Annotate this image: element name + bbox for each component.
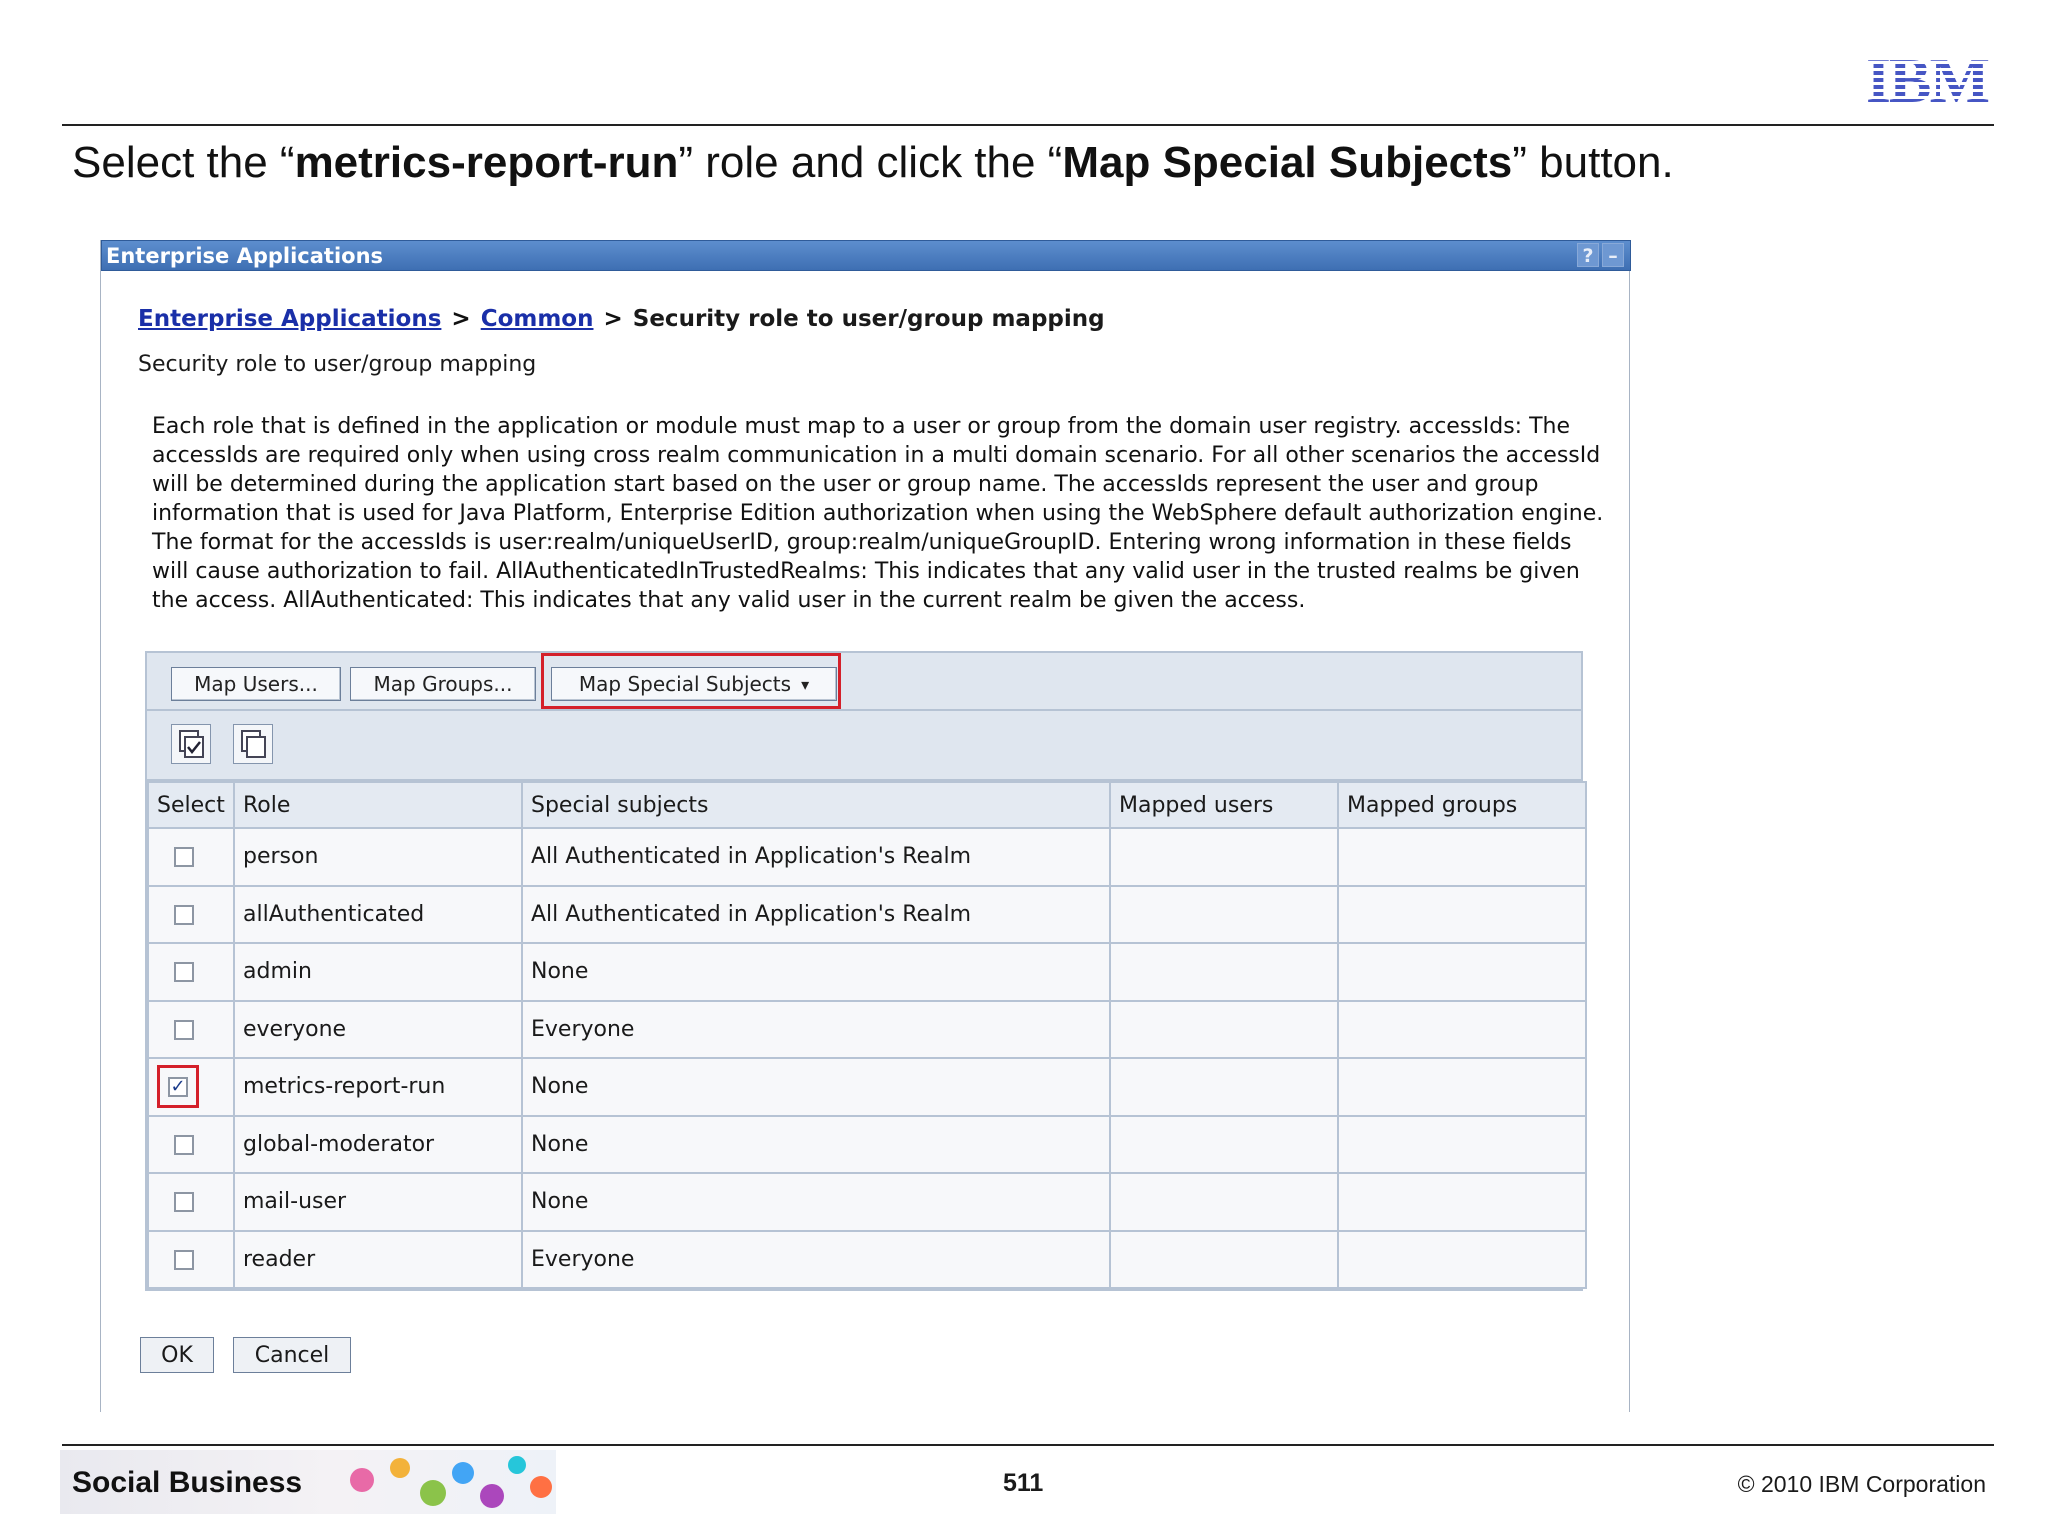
checkbox-wrap (169, 954, 199, 989)
special-subjects-cell: Everyone (522, 1001, 1110, 1059)
banner-figure (530, 1476, 552, 1498)
mapped-groups-cell (1338, 886, 1586, 944)
banner-figure (480, 1484, 504, 1508)
table-row (148, 943, 1586, 1001)
row-select-checkbox[interactable] (174, 1192, 194, 1212)
banner-figure (452, 1462, 474, 1484)
row-select-checkbox[interactable] (174, 905, 194, 925)
checkbox-wrap (169, 1184, 199, 1219)
checkbox-wrap (169, 1127, 199, 1162)
page-description: Each role that is defined in the application or module must map to a user or group from the domain user registry. accessIds: The accessIds are required only when using cross realm communication in a multi domain scenario. For all other scenarios the accessId will be determined during the application start based on the user or group name. The accessIds represent the user and group information that is used for Java Platform, Enterprise Edition authorization when using the WebSphere default authorization engine. The format for the accessIds is user:realm/uniqueUserID, group:realm/uniqueGroupID. Entering wrong information in these fields will cause authorization to fail. AllAuthenticatedInTrustedRealms: This indicates that any valid user in the trusted realms be given the access. AllAuthenticated: This indicates that any valid user in the current realm be given the access. (152, 414, 1604, 613)
mapped-groups-cell (1338, 943, 1586, 1001)
mapped-users-cell (1110, 1058, 1338, 1116)
row-select-checkbox[interactable] (174, 847, 194, 867)
table-row (148, 1173, 1586, 1231)
select-cell (148, 943, 234, 1001)
special-subjects-cell: Everyone (522, 1231, 1110, 1289)
role-cell: global-moderator (234, 1116, 522, 1174)
mapped-users-cell (1110, 1116, 1338, 1174)
table-body (148, 828, 1586, 1288)
table-row (148, 1116, 1586, 1174)
mapped-users-cell (1110, 1001, 1338, 1059)
mapped-groups-cell (1338, 1058, 1586, 1116)
mapped-users-cell (1110, 1231, 1338, 1289)
window-titlebar (101, 240, 1631, 271)
footer-brand: Social Business (72, 1466, 303, 1499)
table-row (148, 828, 1586, 886)
role-mapping-table (147, 781, 1587, 1289)
role-cell: mail-user (234, 1173, 522, 1231)
table-row (148, 1001, 1586, 1059)
minimize-icon[interactable]: – (1602, 243, 1624, 267)
header-rule (62, 124, 1994, 126)
map-groups-button[interactable]: Map Groups... (350, 667, 536, 701)
col-header-special-subjects[interactable]: Special subjects (522, 782, 1110, 828)
role-cell: reader (234, 1231, 522, 1289)
ibm-logo (1860, 50, 1994, 106)
mapped-groups-cell (1338, 828, 1586, 886)
dropdown-caret-icon: ▾ (801, 674, 810, 694)
banner-figure (508, 1456, 526, 1474)
special-subjects-cell: None (522, 1173, 1110, 1231)
select-cell (148, 1116, 234, 1174)
instruction-role: metrics-report-run (294, 138, 679, 187)
checkbox-wrap (169, 1242, 199, 1277)
window-title: Enterprise Applications (106, 244, 384, 268)
deselect-all-icon[interactable] (233, 724, 273, 764)
col-header-mapped-groups[interactable]: Mapped groups (1338, 782, 1586, 828)
special-subjects-cell: None (522, 1116, 1110, 1174)
role-cell: person (234, 828, 522, 886)
banner-figure (350, 1468, 374, 1492)
mapped-groups-cell (1338, 1173, 1586, 1231)
special-subjects-cell: None (522, 1058, 1110, 1116)
copyright: © 2010 IBM Corporation (1737, 1471, 1986, 1497)
col-header-mapped-users[interactable]: Mapped users (1110, 782, 1338, 828)
role-cell: admin (234, 943, 522, 1001)
select-cell (148, 828, 234, 886)
role-cell: metrics-report-run (234, 1058, 522, 1116)
page-number: 511 (1003, 1469, 1044, 1497)
breadcrumb-link-enterprise-applications[interactable]: Enterprise Applications (138, 306, 442, 332)
mapped-users-cell (1110, 828, 1338, 886)
page-title: Security role to user/group mapping (138, 352, 537, 377)
role-cell: everyone (234, 1001, 522, 1059)
map-special-subjects-label: Map Special Subjects (578, 672, 792, 696)
mapped-users-cell (1110, 943, 1338, 1001)
footer-rule (62, 1444, 1994, 1446)
row-select-checkbox[interactable] (174, 1135, 194, 1155)
select-all-icon[interactable] (171, 724, 211, 764)
col-header-select[interactable]: Select (148, 782, 234, 828)
console-window (100, 240, 1630, 1412)
breadcrumb: Enterprise Applications > Common > Security role to user/group mapping (138, 306, 1105, 332)
cancel-button[interactable]: Cancel (233, 1337, 351, 1373)
special-subjects-cell: All Authenticated in Application's Realm (522, 886, 1110, 944)
checkbox-wrap (169, 897, 199, 932)
select-cell (148, 1173, 234, 1231)
select-cell (148, 1058, 234, 1116)
mapped-groups-cell (1338, 1231, 1586, 1289)
mapped-users-cell (1110, 1173, 1338, 1231)
map-users-button[interactable]: Map Users... (171, 667, 341, 701)
social-business-banner (60, 1450, 556, 1514)
special-subjects-cell: None (522, 943, 1110, 1001)
svg-text:IBM: IBM (1866, 50, 1988, 106)
checkbox-wrap (169, 839, 199, 874)
row-select-checkbox[interactable] (174, 962, 194, 982)
role-cell: allAuthenticated (234, 886, 522, 944)
button-bar (147, 653, 1581, 711)
map-special-subjects-highlight (541, 653, 841, 709)
checkbox-wrap (169, 1012, 199, 1047)
table-header-row (148, 782, 1586, 828)
selected-checkbox-highlight (157, 1065, 199, 1108)
instruction-text: Select the “metrics-report-run” role and click the “Map Special Subjects” button. (72, 138, 1674, 187)
row-select-checkbox[interactable] (174, 1250, 194, 1270)
mapped-groups-cell (1338, 1001, 1586, 1059)
banner-figure (390, 1458, 410, 1478)
row-select-checkbox[interactable] (174, 1020, 194, 1040)
role-mapping-table-panel (145, 651, 1583, 1291)
select-cell (148, 1231, 234, 1289)
table-row (148, 1231, 1586, 1289)
col-header-role[interactable]: Role (234, 782, 522, 828)
instruction-button: Map Special Subjects (1062, 138, 1513, 187)
select-cell (148, 886, 234, 944)
select-cell (148, 1001, 234, 1059)
banner-figure (420, 1480, 446, 1506)
breadcrumb-current: Security role to user/group mapping (632, 306, 1105, 332)
breadcrumb-link-common[interactable]: Common (480, 306, 594, 332)
table-row (148, 886, 1586, 944)
row-select-checkbox[interactable]: ✓ (168, 1077, 188, 1097)
ok-button[interactable]: OK (140, 1337, 214, 1373)
mapped-users-cell (1110, 886, 1338, 944)
selection-toolbar (147, 711, 1581, 781)
mapped-groups-cell (1338, 1116, 1586, 1174)
special-subjects-cell: All Authenticated in Application's Realm (522, 828, 1110, 886)
help-icon[interactable]: ? (1577, 243, 1599, 267)
table-row (148, 1058, 1586, 1116)
